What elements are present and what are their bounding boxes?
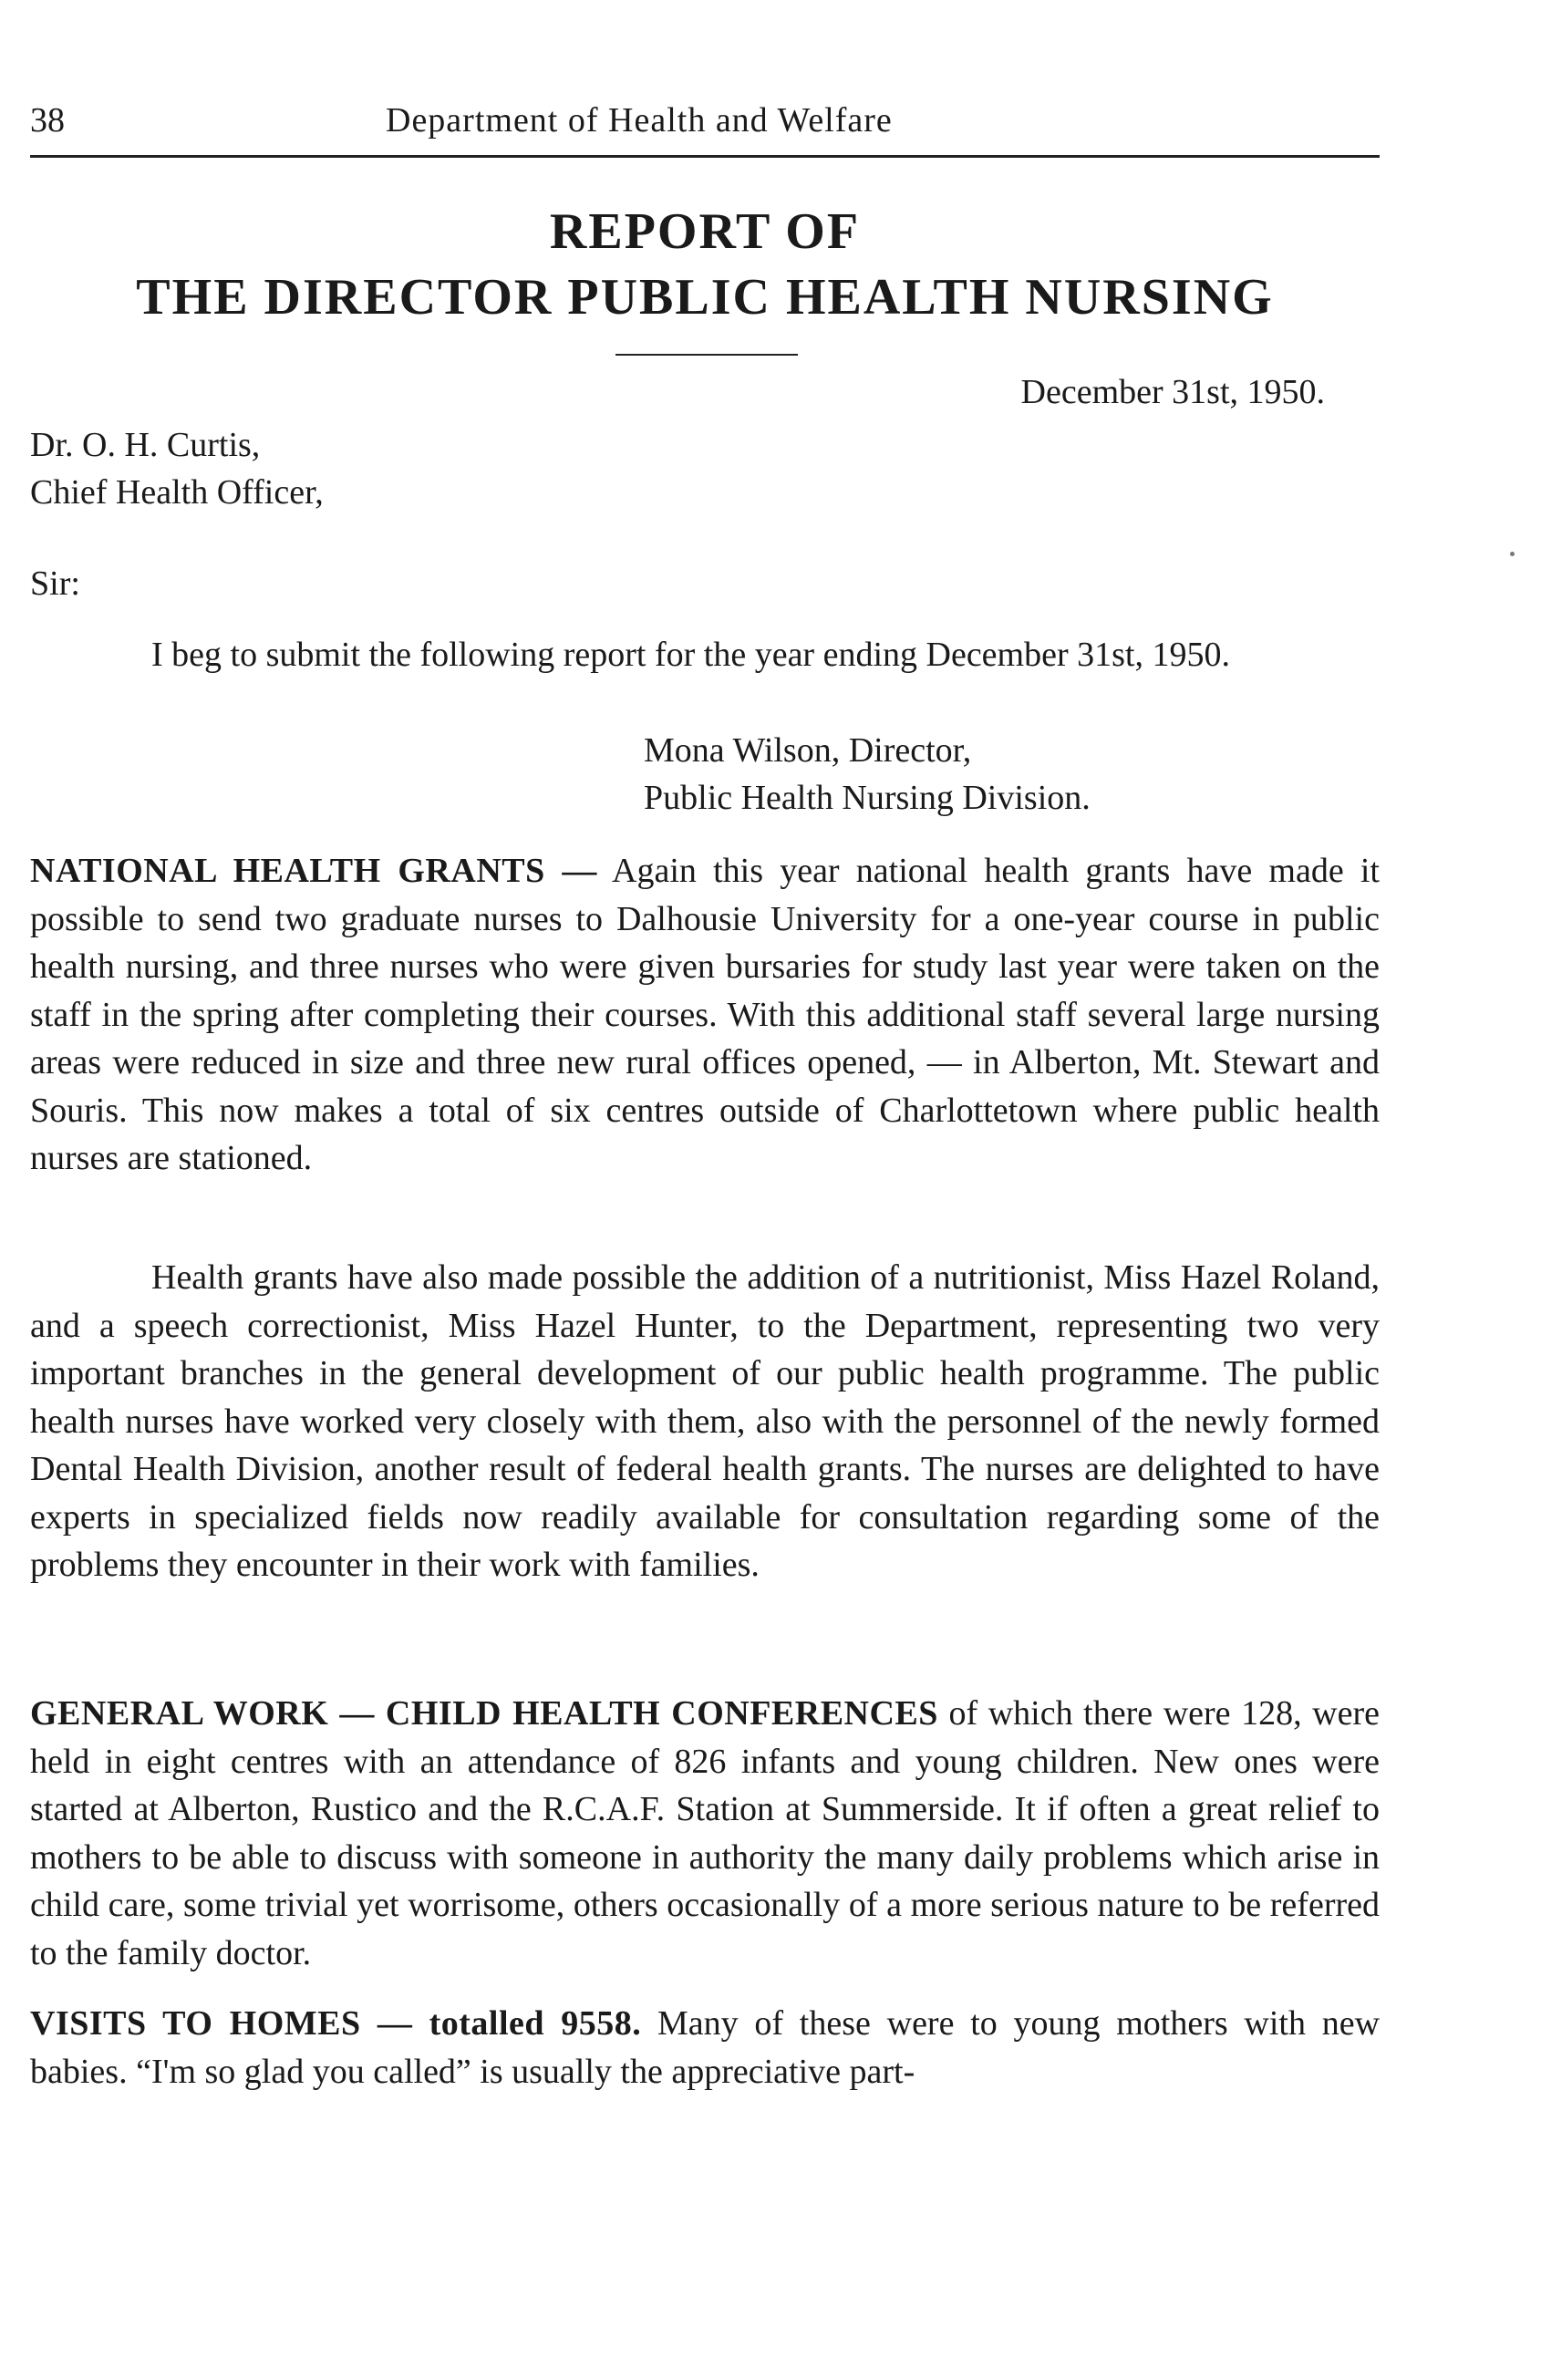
- running-title: Department of Health and Welfare: [386, 101, 893, 140]
- page-number: 38: [30, 101, 65, 140]
- running-header: [30, 100, 1380, 153]
- addressee-name: Dr. O. H. Curtis,: [30, 426, 261, 464]
- report-title-line-2: THE DIRECTOR PUBLIC HEALTH NURSING: [136, 269, 1274, 326]
- report-title-line-1: REPORT OF: [549, 203, 861, 260]
- signature-division: Public Health Nursing Division.: [644, 779, 1091, 817]
- grants-heading: NATIONAL HEALTH GRANTS —: [30, 852, 597, 890]
- title-divider: [615, 354, 798, 356]
- general-work-paragraph: [30, 1690, 1380, 1977]
- header-rule: [30, 155, 1380, 158]
- general-work-heading: GENERAL WORK — CHILD HEALTH CONFERENCES: [30, 1694, 938, 1733]
- salutation: Sir:: [30, 564, 80, 603]
- signature-name: Mona Wilson, Director,: [644, 731, 972, 770]
- home-visits-paragraph: [30, 2000, 1380, 2095]
- health-grants-paragraph: Health grants have also made possible the addition of a nutritionist, Miss Hazel Roland, and a speech correctionist, Miss Hazel Hunter, to the Department, representing two very important branches in the general development of our public health programme. The public health nurses have worked very closely with them, also with the personnel of the newly formed Dental Health Division, another result of federal health grants. The nurses are delighted to have experts in specialized fields now readily available for consultation regarding some of the problems they encounter in their work with families.: [30, 1258, 1380, 1584]
- report-date: December 31st, 1950.: [1020, 373, 1325, 411]
- addressee-block: [30, 421, 324, 516]
- home-visits-body: Many of these were to young mothers with new babies. “I'm so glad you called” is usually the appreciative part-: [30, 2004, 1381, 2091]
- addressee-title: Chief Health Officer,: [30, 473, 324, 512]
- general-work-body: of which there were 128, were held in eight centres with an attendance of 826 infants and young children. New ones were started at Alberton, Rustico and the R.C.A.F. Station at Summerside. It if often a great relief to mothers to be able to discuss with someone in authority the many daily problems which arise in child care, some trivial yet worrisome, others occasionally of a more serious nature to be referred to the family doctor.: [30, 1694, 1381, 1972]
- signature-block: [644, 727, 1091, 822]
- grants-paragraph: [30, 847, 1380, 1183]
- home-visits-heading: VISITS TO HOMES — totalled 9558.: [30, 2004, 642, 2043]
- intro-paragraph: I beg to submit the following report for the year ending December 31st, 1950.: [151, 636, 1230, 674]
- margin-dot: [1510, 552, 1515, 556]
- grants-body: Again this year national health grants have made it possible to send two graduate nurses to Dalhousie University for a one-year course in public health nursing, and three nurses who were given bursaries for study last year were taken on the staff in the spring after completing their courses. With this additional staff several large nursing areas were reduced in size and three new rural offices opened, — in Alberton, Mt. Stewart and Souris. This now makes a total of six centres outside of Charlottetown where public health nurses are stationed.: [30, 852, 1380, 1177]
